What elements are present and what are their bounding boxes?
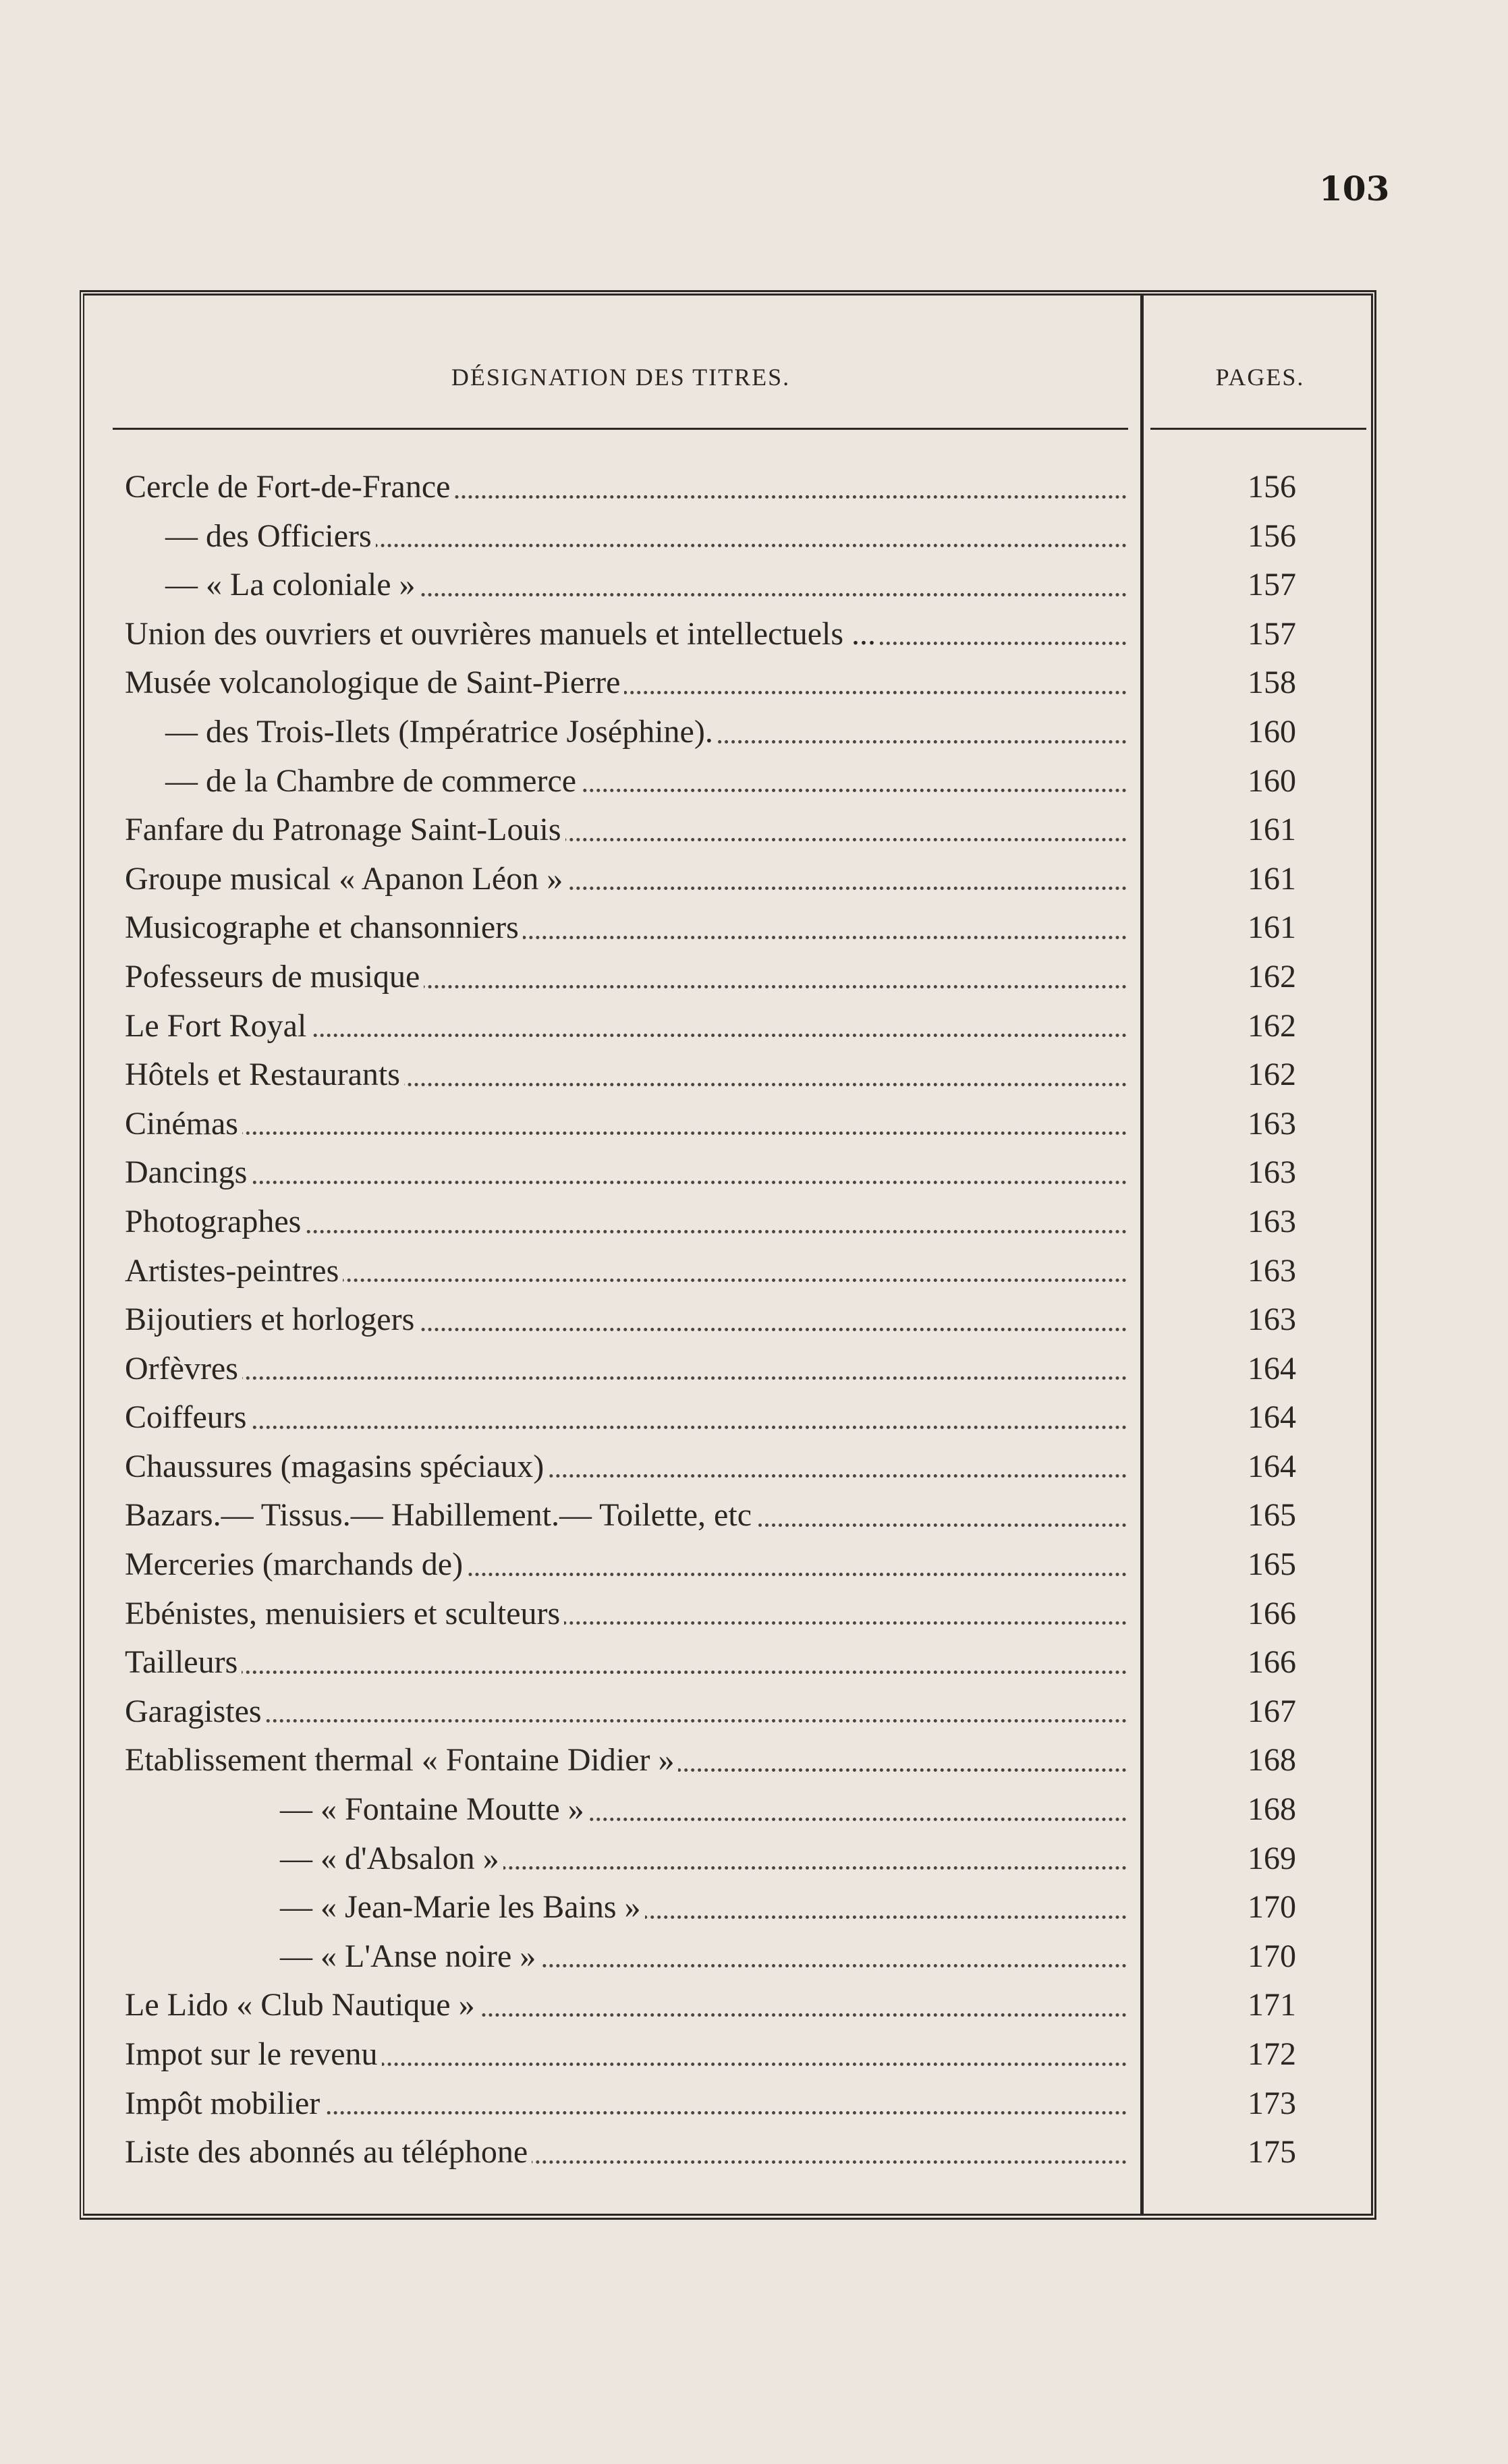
entry-page-number: 171 xyxy=(1248,1987,1296,2023)
entry-page-number: 156 xyxy=(1248,517,1296,554)
entry-label: Photographes xyxy=(125,1204,305,1239)
table-row xyxy=(125,708,1366,757)
entry-page-number: 157 xyxy=(1248,567,1296,603)
entry-title xyxy=(125,1540,1127,1590)
entry-title xyxy=(125,463,1127,512)
entry-label: Dancings xyxy=(125,1154,251,1190)
entry-label: Le Lido « Club Nautique » xyxy=(125,1987,479,2023)
table-row xyxy=(125,903,1366,953)
entry-label: Cercle de Fort-de-France xyxy=(125,469,454,505)
entry-title xyxy=(125,1051,1127,1100)
table-row xyxy=(125,1345,1366,1394)
entry-page-number: 166 xyxy=(1248,1595,1296,1631)
table-row xyxy=(125,1540,1366,1590)
table-row xyxy=(125,1785,1366,1835)
entry-page-number: 163 xyxy=(1248,1252,1296,1289)
entry-title xyxy=(125,659,1127,708)
table-of-contents-frame xyxy=(80,290,1376,2220)
entry-page-number: 169 xyxy=(1248,1840,1296,1876)
table-row xyxy=(125,659,1366,708)
entry-page-number: 175 xyxy=(1248,2134,1296,2171)
table-row xyxy=(125,2079,1366,2129)
entry-label: Impot sur le revenu xyxy=(125,2036,382,2072)
entry-page-number: 168 xyxy=(1248,1791,1296,1828)
entry-label: Impôt mobilier xyxy=(125,2085,324,2121)
entry-title xyxy=(125,1443,1127,1492)
entry-page-number: 172 xyxy=(1248,2036,1296,2072)
entry-label: Artistes-peintres xyxy=(125,1253,343,1289)
table-row xyxy=(125,1736,1366,1785)
entry-page-number: 164 xyxy=(1248,1399,1296,1436)
entry-label: Fanfare du Patronage Saint-Louis xyxy=(125,812,565,847)
entry-page-number: 168 xyxy=(1248,1742,1296,1779)
entry-page-number: 157 xyxy=(1248,615,1296,652)
table-row xyxy=(125,1590,1366,1639)
entry-label: Pofesseurs de musique xyxy=(125,959,424,995)
entry-label: Cinémas xyxy=(125,1106,242,1142)
entry-label: Chaussures (magasins spéciaux) xyxy=(125,1449,548,1484)
entry-title xyxy=(125,1393,1127,1443)
table-row xyxy=(125,806,1366,855)
entry-label: — de la Chambre de commerce xyxy=(125,763,580,799)
entry-title xyxy=(125,1002,1127,1051)
table-rows xyxy=(125,463,1366,2177)
table-row xyxy=(125,1491,1366,1540)
table-row xyxy=(125,1295,1366,1345)
entry-title xyxy=(125,953,1127,1002)
entry-label: Tailleurs xyxy=(125,1644,242,1680)
table-row xyxy=(125,1835,1366,1884)
header-pages: PAGES. xyxy=(1215,364,1305,391)
entry-label: Ebénistes, menuisiers et sculteurs xyxy=(125,1596,564,1631)
entry-page-number: 162 xyxy=(1248,1057,1296,1093)
entry-title xyxy=(125,1100,1127,1149)
table-row xyxy=(125,1687,1366,1737)
table-row xyxy=(125,1100,1366,1149)
entry-title xyxy=(125,1198,1127,1247)
entry-title xyxy=(125,1491,1127,1540)
table-row xyxy=(125,2128,1366,2177)
table-row xyxy=(125,512,1366,561)
entry-label: Bijoutiers et horlogers xyxy=(125,1301,418,1337)
entry-page-number: 163 xyxy=(1248,1301,1296,1338)
table-row xyxy=(125,1932,1366,1982)
entry-page-number: 170 xyxy=(1248,1938,1296,1974)
entry-label: Etablissement thermal « Fontaine Didier » xyxy=(125,1742,678,1778)
table-row xyxy=(125,2030,1366,2079)
table-row xyxy=(125,1443,1366,1492)
page-number: 103 xyxy=(1319,169,1390,208)
table-row xyxy=(125,610,1366,659)
entry-page-number: 170 xyxy=(1248,1889,1296,1926)
entry-title xyxy=(125,1638,1127,1687)
table-row xyxy=(125,953,1366,1002)
table-row xyxy=(125,1002,1366,1051)
table-row xyxy=(125,1981,1366,2030)
entry-page-number: 161 xyxy=(1248,860,1296,897)
entry-label: Le Fort Royal xyxy=(125,1008,310,1044)
entry-page-number: 163 xyxy=(1248,1105,1296,1142)
entry-page-number: 160 xyxy=(1248,713,1296,750)
entry-page-number: 173 xyxy=(1248,2085,1296,2121)
entry-title xyxy=(125,855,1127,904)
table-row xyxy=(125,855,1366,904)
entry-title xyxy=(125,1687,1127,1737)
entry-page-number: 165 xyxy=(1248,1497,1296,1534)
table-row xyxy=(125,1638,1366,1687)
header-rule-left xyxy=(113,428,1128,430)
entry-page-number: 163 xyxy=(1248,1154,1296,1191)
entry-label: — « Jean-Marie les Bains » xyxy=(125,1889,645,1925)
entry-label: — « Fontaine Moutte » xyxy=(125,1791,588,1827)
entry-page-number: 166 xyxy=(1248,1644,1296,1681)
entry-title xyxy=(125,1247,1127,1296)
entry-title xyxy=(125,2079,1127,2129)
entry-page-number: 160 xyxy=(1248,762,1296,799)
table-row xyxy=(125,1883,1366,1932)
entry-label: Garagistes xyxy=(125,1693,266,1729)
entry-label: Musée volcanologique de Saint-Pierre xyxy=(125,665,624,700)
header-rule-right xyxy=(1150,428,1366,430)
table-row xyxy=(125,1247,1366,1296)
entry-title xyxy=(125,1883,1127,1932)
entry-title xyxy=(125,2128,1127,2177)
entry-page-number: 158 xyxy=(1248,665,1296,701)
entry-label: Bazars.— Tissus.— Habillement.— Toilette, etc xyxy=(125,1497,756,1533)
entry-title xyxy=(125,1295,1127,1345)
entry-page-number: 164 xyxy=(1248,1350,1296,1387)
entry-page-number: 162 xyxy=(1248,1007,1296,1044)
entry-title xyxy=(125,757,1127,806)
entry-title xyxy=(125,610,1127,659)
table-row xyxy=(125,1148,1366,1198)
table-row xyxy=(125,1393,1366,1443)
entry-title xyxy=(125,1785,1127,1835)
entry-label: — « La coloniale » xyxy=(125,567,420,603)
entry-page-number: 164 xyxy=(1248,1448,1296,1484)
entry-page-number: 165 xyxy=(1248,1546,1296,1583)
entry-title xyxy=(125,561,1127,610)
table-row xyxy=(125,757,1366,806)
table-row xyxy=(125,561,1366,610)
entry-title xyxy=(125,1981,1127,2030)
entry-title xyxy=(125,1932,1127,1982)
entry-label: Merceries (marchands de) xyxy=(125,1546,467,1582)
entry-label: — des Trois-Ilets (Impératrice Joséphine). xyxy=(125,714,717,750)
entry-title xyxy=(125,1590,1127,1639)
entry-page-number: 161 xyxy=(1248,909,1296,946)
table-row xyxy=(125,1051,1366,1100)
entry-label: — des Officiers xyxy=(125,518,376,554)
entry-title xyxy=(125,1736,1127,1785)
entry-label: Orfèvres xyxy=(125,1351,242,1387)
entry-page-number: 161 xyxy=(1248,812,1296,848)
entry-title xyxy=(125,708,1127,757)
entry-label: Coiffeurs xyxy=(125,1399,250,1435)
entry-label: — « d'Absalon » xyxy=(125,1841,503,1876)
table-row xyxy=(125,1198,1366,1247)
header-designation: DÉSIGNATION DES TITRES. xyxy=(451,364,791,391)
entry-page-number: 156 xyxy=(1248,469,1296,505)
entry-label: — « L'Anse noire » xyxy=(125,1938,540,1974)
entry-label: Hôtels et Restaurants xyxy=(125,1057,404,1092)
entry-title xyxy=(125,2030,1127,2079)
entry-label: Groupe musical « Apanon Léon » xyxy=(125,861,567,897)
entry-title xyxy=(125,1148,1127,1198)
entry-title xyxy=(125,806,1127,855)
entry-page-number: 167 xyxy=(1248,1693,1296,1729)
entry-page-number: 163 xyxy=(1248,1203,1296,1239)
entry-title xyxy=(125,1345,1127,1394)
table-row xyxy=(125,463,1366,512)
entry-title xyxy=(125,512,1127,561)
entry-page-number: 162 xyxy=(1248,958,1296,995)
entry-label: Musicographe et chansonniers xyxy=(125,909,523,945)
entry-label: Liste des abonnés au téléphone xyxy=(125,2134,532,2170)
entry-label: Union des ouvriers et ouvrières manuels et intellectuels ... xyxy=(125,616,880,652)
entry-title xyxy=(125,903,1127,953)
entry-title xyxy=(125,1835,1127,1884)
